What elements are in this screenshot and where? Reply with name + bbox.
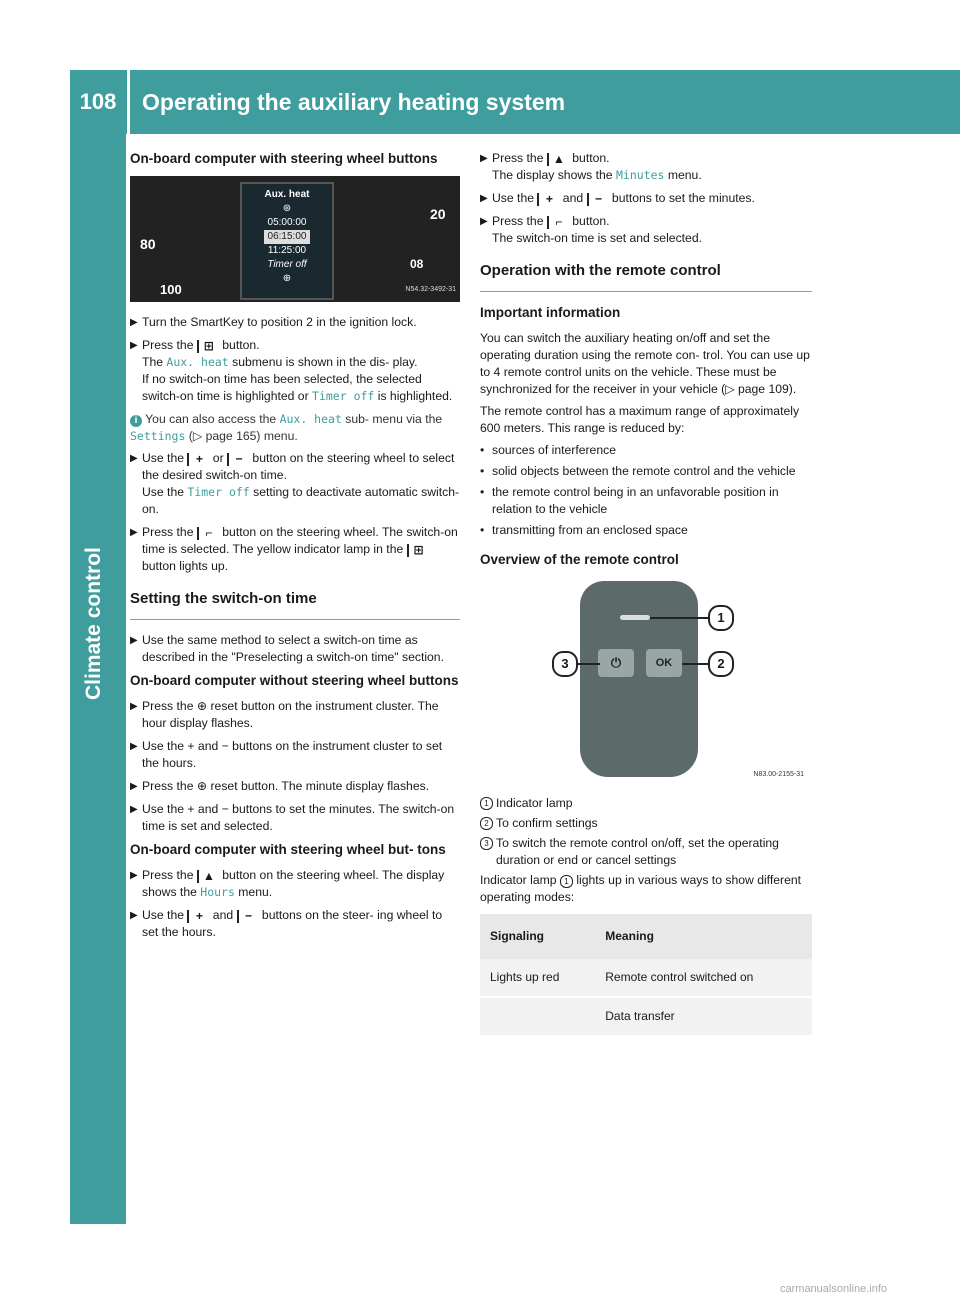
step: ▶ Use the + and − buttons on the instrument cluster to set the hours. [130,739,443,770]
indicator-lamp [620,615,650,620]
table-cell: Data transfer [595,997,812,1035]
step: ▶ Use the + or − button on the steering wheel to select the desired switch-on time. Use the Timer off setting to deactivate automatic switch-on. [130,451,460,516]
step: ▶ Press the ⌐ button on the steering wheel. The switch-on time is selected. The yellow indicator lamp in the ⊞ button lights up. [130,525,458,573]
right-column [480,150,812,1035]
gauge-number: 08 [410,257,424,271]
footer-watermark: carmanualsonline.info [780,1283,888,1295]
info-icon: i [130,415,142,427]
step: ▶ Press the ▲ button on the steering wheel. The display shows the Hours menu. [130,868,445,899]
arrow-icon: ▶ [130,453,138,464]
arrow-icon: ▶ [130,317,138,328]
list-item: • the remote control being in an unfavorable position in relation to the vehicle [480,484,812,518]
arrow-icon: ▶ [130,781,138,792]
cluster-display [240,182,334,300]
minus-button-icon: − [237,910,259,923]
step: ▶ Use the same method to select a switch-on time as described in the "Preselecting a switch-on time" section. [130,633,444,664]
remote-body [580,581,698,777]
plus-icon: + [187,802,195,816]
callout-2: 2 [708,651,734,677]
up-button-icon: ▲ [197,870,219,883]
section-heading: Operation with the remote control [480,261,812,292]
arrow-icon: ▶ [130,910,138,921]
display-line-selected: 06:15:00 [264,230,311,244]
legend-item: 1 Indicator lamp [480,795,812,812]
subsection-heading: Important information [480,305,621,320]
step: ▶ Use the + and − buttons to set the minutes. [480,191,755,206]
subsection-heading: On-board computer without steering wheel buttons [130,673,459,688]
plus-button-icon: + [187,910,209,923]
callout-1: 1 [708,605,734,631]
step: ▶ Turn the SmartKey to position 2 in the ignition lock. [130,315,417,329]
arrow-icon: ▶ [130,804,138,815]
table-row [480,959,812,997]
minus-icon: − [221,739,229,753]
arrow-icon: ▶ [130,635,138,646]
arrow-icon: ▶ [480,216,488,227]
page-title: Operating the auxiliary heating system [142,89,566,115]
list-item: • solid objects between the remote control and the vehicle [480,463,812,480]
arrow-icon: ▶ [480,153,488,164]
reset-button-icon: ⊕ [196,699,208,713]
table-row [480,997,812,1035]
paragraph: Indicator lamp 1 lights up in various ways to show different operating modes: [480,873,802,904]
section-heading: On-board computer with steering wheel buttons [130,151,438,166]
signaling-table [480,914,812,1035]
arrow-icon: ▶ [130,340,138,351]
table-header: Signaling [480,914,595,959]
gauge-number: 20 [430,206,446,222]
arrow-icon: ▶ [130,741,138,752]
display-line: Timer off [267,259,307,270]
aux-heat-button-icon: ⊞ [407,544,429,557]
legend-item: 2 To confirm settings [480,815,812,832]
arrow-icon: ▶ [480,193,488,204]
minus-button-icon: − [587,193,609,206]
step: ▶ Use the + and − buttons on the steer- ing wheel to set the hours. [130,908,443,939]
ok-button-icon: OK [646,649,682,677]
plus-button-icon: + [187,453,209,466]
list-item: • transmitting from an enclosed space [480,522,812,539]
display-line: 05:00:00 [267,217,307,228]
gauge-number: 80 [140,236,156,252]
image-code: N54.32-3492-31 [405,286,456,293]
display-line: ⊕ [282,273,292,284]
up-button-icon: ▲ [547,153,569,166]
callout-line [650,617,710,619]
paragraph: You can switch the auxiliary heating on/off and set the operating duration using the remote con- trol. You can use up to 4 remote control units on the vehicle. These must be synchronized for the receiver in your vehicle (▷ page 109). [480,331,810,396]
table-cell: Lights up red [480,959,595,997]
instrument-cluster-image [130,176,460,302]
ok-button-icon: ⌐ [547,216,569,229]
header-divider [127,70,130,134]
gauge-number: 100 [160,282,182,297]
paragraph: The remote control has a maximum range of approximately 600 meters. This range is reduced by: [480,404,800,435]
table-cell [480,997,595,1035]
step: ▶ Press the ⊕ reset button on the instrument cluster. The hour display flashes. [130,699,439,730]
remote-control-image [480,577,812,787]
subsection-heading: Overview of the remote control [480,552,679,567]
left-column [130,150,460,947]
display-line: 11:25:00 [267,245,307,256]
legend-item: 3 To switch the remote control on/off, set the operating duration or end or cancel settings [480,835,812,869]
table-cell: Remote control switched on [595,959,812,997]
minus-icon: − [221,802,229,816]
arrow-icon: ▶ [130,701,138,712]
callout-line [576,663,600,665]
section-heading: Setting the switch-on time [130,589,460,620]
aux-heat-button-icon: ⊞ [197,340,219,353]
arrow-icon: ▶ [130,527,138,538]
sidebar-label: Climate control [82,547,105,700]
image-code: N83.00-2155-31 [753,771,804,778]
subsection-heading: On-board computer with steering wheel but- tons [130,842,446,857]
power-button-icon: ⏻ [598,649,634,677]
step: ▶ Press the ⌐ button. The switch-on time is set and selected. [480,214,702,245]
arrow-icon: ▶ [130,870,138,881]
step: ▶ Press the ▲ button. The display shows the Minutes menu. [480,151,702,182]
step: ▶ Press the ⊞ button. The Aux. heat submenu is shown in the dis- play. If no switch-on time has been selected, the selected switch-on time is highlighted or Timer off is highlighted. [130,338,453,403]
ok-button-icon: ⌐ [197,527,219,540]
plus-icon: + [187,739,195,753]
plus-button-icon: + [537,193,559,206]
step: ▶ Use the + and − buttons to set the minutes. The switch-on time is set and selected. [130,802,455,833]
table-header: Meaning [595,914,812,959]
display-line: Aux. heat [264,189,310,200]
page-number: 108 [79,89,117,114]
info-note: i You can also access the Aux. heat sub- menu via the Settings (▷ page 165) menu. [130,412,443,443]
callout-3: 3 [552,651,578,677]
reset-button-icon: ⊕ [196,779,208,793]
list-item: • sources of interference [480,442,812,459]
step: ▶ Press the ⊕ reset button. The minute display flashes. [130,779,430,793]
minus-button-icon: − [227,453,249,466]
display-line: ⊛ [282,203,292,214]
